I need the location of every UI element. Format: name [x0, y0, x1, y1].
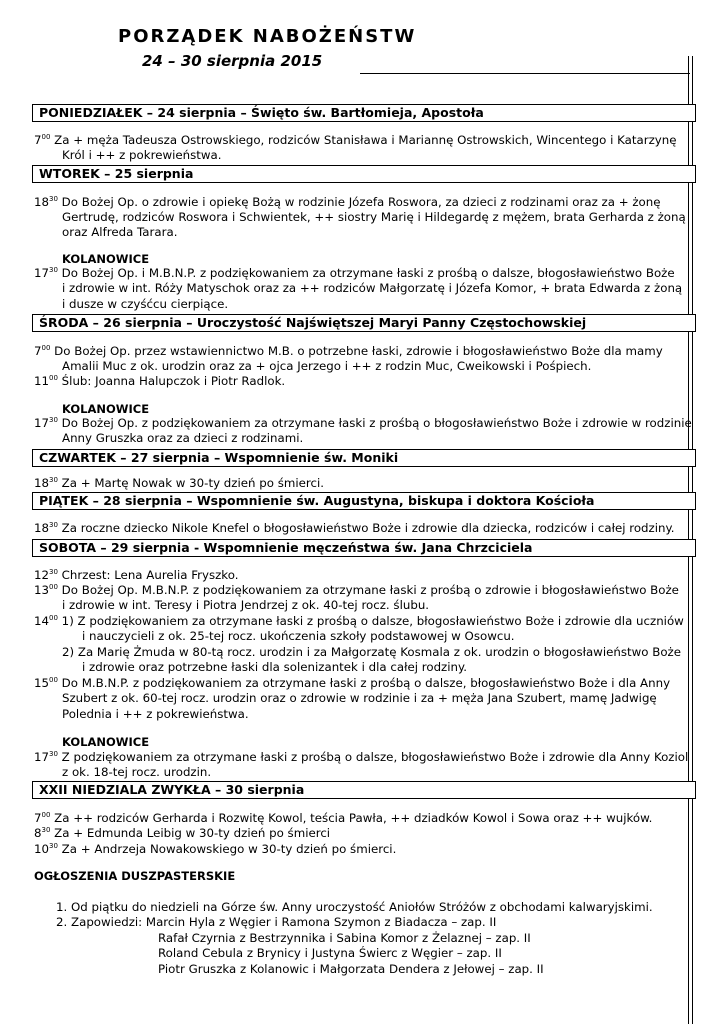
mass-entry: $18^{30}$ Za + Martę Nowak w 30-ty dzień po śmierci.: [34, 476, 324, 490]
mass-entry: $13^{00}$ Do Bożej Op. M.B.N.P. z podziękowaniem za otrzymane łaski z prośbą o zdrowie i błogosławieństwo Boże: [34, 583, 679, 597]
mass-entry-continuation: 2) Za Marię Żmuda w 80-tą rocz. urodzin i za Małgorzatę Kosmala z ok. urodzin o błogosławieństwo Boże: [62, 645, 681, 659]
announcement-item: Roland Cebula z Brynicy i Justyna Świerc z Węgier – zap. II: [158, 946, 502, 960]
mass-entry-continuation: i dusze w czyśćcu cierpiące.: [62, 297, 229, 311]
section-kolanowice: KOLANOWICE: [62, 402, 150, 416]
mass-entry: $18^{30}$ Za roczne dziecko Nikole Knefel o błogosławieństwo Boże i zdrowie dla dziecka, rodziców i całej rodziny.: [34, 521, 675, 535]
mass-entry: $7^{00}$ Do Bożej Op. przez wstawiennictwo M.B. o potrzebne łaski, zdrowie i błogosławieństwo Boże dla mamy: [34, 344, 663, 358]
mass-entry: $17^{30}$ Z podziękowaniem za otrzymane łaski z prośbą o dalsze, błogosławieństwo Boże i zdrowie dla Anny Koziol: [34, 750, 689, 764]
mass-entry-continuation: Król i ++ z pokrewieństwa.: [62, 148, 222, 162]
mass-entry: $14^{00}$ 1) Z podziękowaniem za otrzymane łaski z prośbą o dalsze, błogosławieństwo Boże i zdrowie dla uczniów: [34, 614, 684, 628]
mass-entry-continuation: Gertrudę, rodziców Roswora i Schwientek, ++ siostry Marię i Hildegardę z mężem, brata Gerharda z żoną: [62, 210, 686, 224]
day-heading-tuesday: WTOREK – 25 sierpnia: [32, 165, 696, 183]
mass-entry-continuation: Polednia i ++ z pokrewieństwa.: [62, 707, 249, 721]
mass-entry: $17^{30}$ Do Bożej Op. i M.B.N.P. z podziękowaniem za otrzymane łaski z prośbą o dalsze, błogosławieństwo Boże: [34, 266, 675, 280]
section-kolanowice: KOLANOWICE: [62, 735, 150, 749]
mass-entry-continuation: i nauczycieli z ok. 25-tej rocz. ukończenia szkoły podstawowej w Osowcu.: [82, 629, 515, 643]
mass-entry-continuation: i zdrowie w int. Teresy i Piotra Jendrzej z ok. 40-tej rocz. ślubu.: [62, 598, 430, 612]
day-heading-wednesday: ŚRODA – 26 sierpnia – Uroczystość Najświętszej Maryi Panny Częstochowskiej: [32, 314, 696, 332]
mass-entry: $10^{30}$ Za + Andrzeja Nowakowskiego w 30-ty dzień po śmierci.: [34, 842, 397, 856]
announcement-item: Rafał Czyrnia z Bestrzynnika i Sabina Komor z Żelaznej – zap. II: [158, 931, 531, 945]
mass-entry: $7^{00}$ Za ++ rodziców Gerharda i Rozwitę Kowol, teścia Pawła, ++ dziadków Kowol i Sowa oraz ++ wujków.: [34, 811, 653, 825]
announcements-heading: OGŁOSZENIA DUSZPASTERSKIE: [34, 869, 236, 883]
mass-entry: $17^{30}$ Do Bożej Op. z podziękowaniem za otrzymane łaski z prośbą o błogosławieństwo Boże i zdrowie w rodzinie: [34, 416, 692, 430]
day-heading-thursday: CZWARTEK – 27 sierpnia – Wspomnienie św. Moniki: [32, 449, 696, 467]
date-range: 24 – 30 sierpnia 2015: [142, 52, 323, 70]
announcement-item: Piotr Gruszka z Kolanowic i Małgorzata Dendera z Jełowej – zap. II: [158, 962, 544, 976]
day-heading-friday: PIĄTEK – 28 sierpnia – Wspomnienie św. Augustyna, biskupa i doktora Kościoła: [32, 492, 696, 510]
mass-entry: $18^{30}$ Do Bożej Op. o zdrowie i opiekę Bożą w rodzinie Józefa Roswora, za dzieci z rodzinami oraz za + żonę: [34, 195, 661, 209]
mass-entry-continuation: i zdrowie oraz potrzebne łaski dla solenizantek i dla całej rodziny.: [82, 660, 468, 674]
mass-entry-continuation: Anny Gruszka oraz za dzieci z rodzinami.: [62, 431, 304, 445]
mass-entry-continuation: Amalii Muc z ok. urodzin oraz za + ojca Jerzego i ++ z rodzin Muc, Cweikowski i Pośpiech.: [62, 359, 592, 373]
day-heading-saturday: SOBOTA – 29 sierpnia - Wspomnienie męczeństwa św. Jana Chrzciciela: [32, 539, 696, 557]
announcement-item: 1. Od piątku do niedzieli na Górze św. Anny uroczystość Aniołów Stróżów z obchodami kalwaryjskimi.: [56, 900, 653, 914]
header-rule: [360, 73, 690, 74]
mass-entry: $8^{30}$ Za + Edmunda Leibig w 30-ty dzień po śmierci: [34, 826, 331, 840]
mass-entry-continuation: Szubert z ok. 60-tej rocz. urodzin oraz o zdrowie w rodzinie i za + męża Jana Szubert, mamę Jadwigę: [62, 691, 657, 705]
mass-entry: $11^{00}$ Ślub: Joanna Halupczok i Piotr Radlok.: [34, 374, 286, 388]
mass-entry-continuation: oraz Alfreda Tarara.: [62, 225, 178, 239]
mass-entry: $15^{00}$ Do M.B.N.P. z podziękowaniem za otrzymane łaski z prośbą o dalsze, błogosławieństwo Boże i dla Anny: [34, 676, 671, 690]
day-heading-monday: PONIEDZIAŁEK – 24 sierpnia – Święto św. Bartłomieja, Apostoła: [32, 104, 696, 122]
page-title: PORZĄDEK NABOŻEŃSTW: [118, 26, 417, 47]
mass-entry-continuation: i zdrowie w int. Róży Matyschok oraz za ++ rodziców Małgorzatę i Józefa Komor, + brata Edwarda z żoną: [62, 281, 683, 295]
mass-entry: $12^{30}$ Chrzest: Lena Aurelia Fryszko.: [34, 568, 239, 582]
day-heading-sunday: XXII NIEDZIALA ZWYKŁA – 30 sierpnia: [32, 781, 696, 799]
mass-entry-continuation: z ok. 18-tej rocz. urodzin.: [62, 765, 212, 779]
announcement-item: 2. Zapowiedzi: Marcin Hyla z Węgier i Ramona Szymon z Biadacza – zap. II: [56, 915, 497, 929]
mass-entry: $7^{00}$ Za + męża Tadeusza Ostrowskiego, rodziców Stanisława i Mariannę Ostrowskich, Wincentego i Katarzynę: [34, 133, 677, 147]
section-kolanowice: KOLANOWICE: [62, 252, 150, 266]
